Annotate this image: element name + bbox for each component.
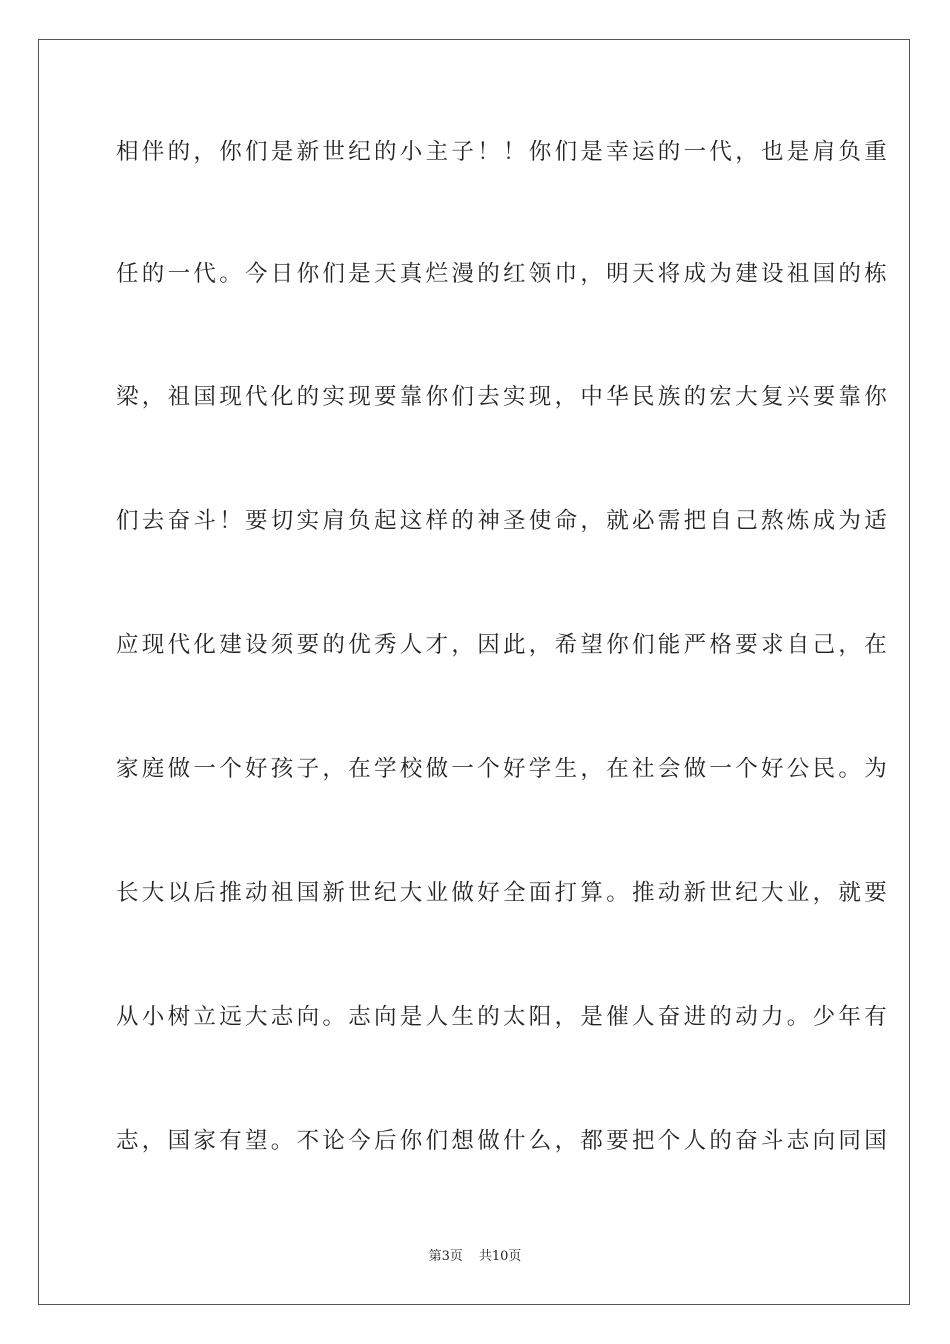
body-text-line: 从小树立远大志向。志向是人生的太阳，是催人奋进的动力。少年有 <box>116 1004 891 1030</box>
body-text-line: 应现代化建设须要的优秀人才，因此，希望你们能严格要求自己，在 <box>116 632 891 658</box>
body-text-line: 梁，祖国现代化的实现要靠你们去实现，中华民族的宏大复兴要靠你 <box>116 384 891 410</box>
page-total: 共10页 <box>478 1249 522 1264</box>
body-text-line: 长大以后推动祖国新世纪大业做好全面打算。推动新世纪大业，就要 <box>116 880 891 906</box>
body-text-line: 们去奋斗！要切实肩负起这样的神圣使命，就必需把自己熬炼成为适 <box>116 508 891 534</box>
body-text-line: 志，国家有望。不论今后你们想做什么，都要把个人的奋斗志向同国 <box>116 1128 891 1154</box>
body-text-line: 家庭做一个好孩子，在学校做一个好学生，在社会做一个好公民。为 <box>116 756 891 782</box>
page-number: 第3页 <box>428 1249 463 1264</box>
body-text-line: 任的一代。今日你们是天真烂漫的红领巾，明天将成为建设祖国的栋 <box>116 261 891 287</box>
body-text-line: 相伴的，你们是新世纪的小主子！！你们是幸运的一代，也是肩负重 <box>116 139 891 165</box>
page-footer <box>0 1249 950 1265</box>
page-border <box>38 39 910 1305</box>
